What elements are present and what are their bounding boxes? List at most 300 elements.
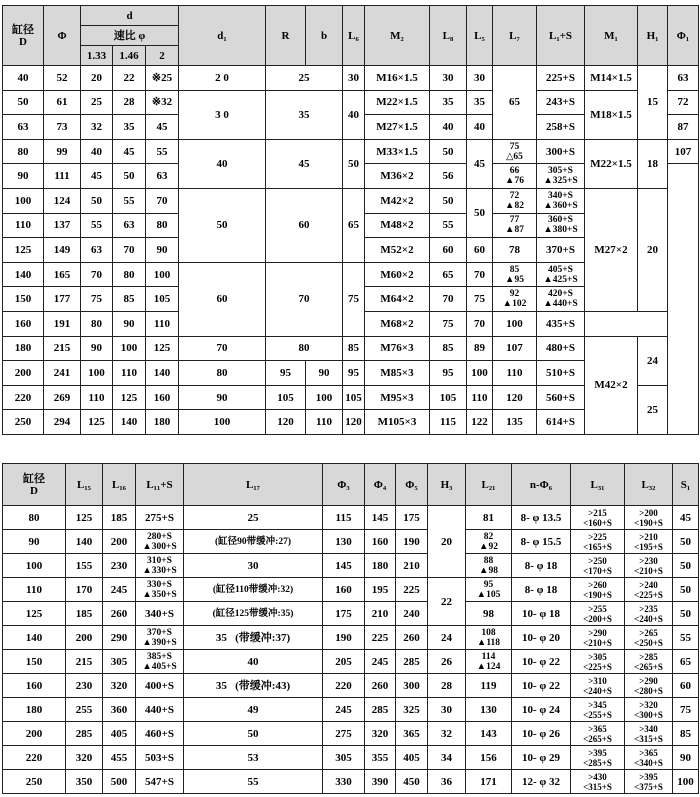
cell-l15: 155 — [66, 554, 103, 578]
cell-l21-main: 95 — [483, 579, 494, 590]
cell-l16: 230 — [103, 554, 136, 578]
cell-bore: 110 — [3, 578, 66, 602]
header-r: R — [266, 6, 306, 66]
cell-l8: 95 — [430, 361, 467, 386]
header-l6: L₆ — [343, 6, 365, 66]
cell-phi4: 390 — [365, 770, 396, 794]
cell-m2: M85×3 — [365, 361, 430, 386]
cell-s1: 50 — [673, 554, 699, 578]
cell-phi3: 190 — [323, 626, 365, 650]
cell-l11s: 460+S — [136, 722, 184, 746]
cell-l31 — [571, 602, 625, 626]
header-phi3: Φ₃ — [323, 464, 365, 506]
header-l5: L₅ — [467, 6, 493, 66]
cell-l31 — [571, 626, 625, 650]
cell-d2: 140 — [146, 361, 179, 386]
cell-l1s — [537, 188, 585, 213]
cell-l5: 100 — [467, 361, 493, 386]
cell-l32 — [625, 674, 673, 698]
cell-l32-min: >230 — [639, 555, 658, 566]
cell-rb: 70 — [266, 262, 343, 336]
header-l15: L₁₅ — [66, 464, 103, 506]
cell-m2: M48×2 — [365, 213, 430, 238]
cell-l17: 30 — [184, 554, 323, 578]
cell-d146: 140 — [113, 410, 146, 435]
cell-m2: M52×2 — [365, 238, 430, 263]
cell-d133: 63 — [81, 238, 113, 263]
header-n-phi6: n-Φ₆ — [512, 464, 571, 506]
table-row — [3, 139, 699, 164]
cell-d133: 75 — [81, 287, 113, 312]
cell-phi3: 115 — [323, 506, 365, 530]
cell-l5: 40 — [467, 115, 493, 140]
cell-l31-max: <240+S — [583, 685, 612, 696]
cell-l11s — [136, 578, 184, 602]
cell-d2: 55 — [146, 139, 179, 164]
cell-phi: 111 — [44, 164, 81, 189]
cell-d133: 40 — [81, 139, 113, 164]
cell-l7-alt: ▲95 — [505, 274, 524, 285]
cell-n-phi6: 8- φ 13.5 — [512, 506, 571, 530]
cell-l31-min: >290 — [588, 627, 607, 638]
header-b: b — [306, 6, 343, 66]
cell-bore: 63 — [3, 115, 44, 140]
cell-l8: 75 — [430, 311, 467, 336]
header-s1: S₁ — [673, 464, 699, 506]
cell-d146: 28 — [113, 90, 146, 115]
cell-l5: 70 — [467, 311, 493, 336]
cell-l1s-alt: ▲425+S — [543, 274, 578, 285]
header-d: d — [81, 6, 179, 26]
cell-l8: 35 — [430, 90, 467, 115]
cell-l31-max: <190+S — [583, 589, 612, 600]
cell-l6: 50 — [343, 139, 365, 188]
table-row — [3, 722, 699, 746]
cell-l7: 78 — [493, 238, 537, 263]
cell-l1s-alt: ▲440+S — [543, 299, 578, 310]
cell-phi3: 130 — [323, 530, 365, 554]
cell-m2: M64×2 — [365, 287, 430, 312]
cell-m1: M22×1.5 — [585, 139, 638, 188]
cell-m1: M27×2 — [585, 188, 638, 311]
cell-bore: 250 — [3, 410, 44, 435]
cell-h1: 24 — [638, 336, 668, 385]
cell-d133: 110 — [81, 385, 113, 410]
cell-l32-min: >290 — [639, 675, 658, 686]
cell-l31-max: <225+S — [583, 661, 612, 672]
cell-rb: 60 — [266, 188, 343, 262]
cell-bore: 100 — [3, 554, 66, 578]
cell-phi4: 225 — [365, 626, 396, 650]
cell-l15: 350 — [66, 770, 103, 794]
cell-l8: 50 — [430, 188, 467, 213]
cell-l17: (缸径110带缓冲:32) — [184, 578, 323, 602]
cell-h3: 22 — [428, 578, 466, 626]
header-l8: L₈ — [430, 6, 467, 66]
cell-bore: 90 — [3, 530, 66, 554]
cell-m1: M42×2 — [585, 336, 638, 434]
cell-r: 120 — [266, 410, 306, 435]
cell-l21-alt: ▲105 — [476, 589, 501, 600]
cell-phi3: 220 — [323, 674, 365, 698]
cell-l7-alt: ▲76 — [505, 176, 524, 187]
cell-l32-max: <190+S — [634, 517, 663, 528]
cell-phi: 52 — [44, 66, 81, 91]
header-l1s: L₁+S — [537, 6, 585, 66]
table-row — [3, 90, 699, 115]
cell-bore: 125 — [3, 238, 44, 263]
cell-l11s-alt: ▲300+S — [142, 541, 177, 552]
cell-h3: 32 — [428, 722, 466, 746]
cell-l21-alt: ▲124 — [476, 661, 501, 672]
cell-l1s: 225+S — [537, 66, 585, 91]
cell-d146: 45 — [113, 139, 146, 164]
cell-bore: 160 — [3, 674, 66, 698]
cell-s1: 55 — [673, 626, 699, 650]
cell-l11s: 275+S — [136, 506, 184, 530]
cell-s1: 50 — [673, 602, 699, 626]
cell-s1: 65 — [673, 650, 699, 674]
table-row — [3, 698, 699, 722]
cell-phi3: 330 — [323, 770, 365, 794]
cell-l15: 230 — [66, 674, 103, 698]
cell-l31-min: >430 — [588, 771, 607, 782]
cell-l16: 185 — [103, 506, 136, 530]
cell-l11s — [136, 626, 184, 650]
cell-l21-main: 108 — [481, 627, 496, 638]
cell-l32-max: <250+S — [634, 637, 663, 648]
cell-l1s: 243+S — [537, 90, 585, 115]
cell-bore: 220 — [3, 746, 66, 770]
cell-h3: 30 — [428, 698, 466, 722]
cell-l8: 70 — [430, 287, 467, 312]
cell-l15: 215 — [66, 650, 103, 674]
cell-l6: 85 — [343, 336, 365, 361]
cell-d146: 125 — [113, 385, 146, 410]
cell-l31-max: <160+S — [583, 517, 612, 528]
cell-l8: 30 — [430, 66, 467, 91]
cell-l32-max: <240+S — [634, 613, 663, 624]
cell-l16: 245 — [103, 578, 136, 602]
cell-phi: 165 — [44, 262, 81, 287]
cell-bore: 140 — [3, 626, 66, 650]
cell-l15: 170 — [66, 578, 103, 602]
cell-d133: 80 — [81, 311, 113, 336]
cell-phi3: 160 — [323, 578, 365, 602]
cell-d146: 55 — [113, 188, 146, 213]
cell-s1: 100 — [673, 770, 699, 794]
cell-l31-max: <285+S — [583, 757, 612, 768]
cell-l16: 290 — [103, 626, 136, 650]
cell-l1s: 300+S — [537, 139, 585, 164]
cell-l17: 53 — [184, 746, 323, 770]
header-l11s: L₁₁+S — [136, 464, 184, 506]
cell-bore: 150 — [3, 650, 66, 674]
cell-l1s-alt: ▲360+S — [543, 200, 578, 211]
cell-l11s: 400+S — [136, 674, 184, 698]
cell-phi3: 245 — [323, 698, 365, 722]
cell-phi4: 285 — [365, 698, 396, 722]
cell-l32-max: <195+S — [634, 541, 663, 552]
cell-l32-min: >265 — [639, 627, 658, 638]
cell-l5: 75 — [467, 287, 493, 312]
cell-l32 — [625, 650, 673, 674]
cell-d133: 45 — [81, 164, 113, 189]
cell-r: 95 — [266, 361, 306, 386]
cell-bore: 80 — [3, 139, 44, 164]
cell-l31-max: <255+S — [583, 709, 612, 720]
cell-l8: 40 — [430, 115, 467, 140]
cell-phi1: 87 — [668, 115, 699, 140]
cell-l1s: 370+S — [537, 238, 585, 263]
cell-phi: 99 — [44, 139, 81, 164]
cell-phi4: 355 — [365, 746, 396, 770]
cell-l5: 45 — [467, 139, 493, 188]
cell-l15: 125 — [66, 506, 103, 530]
cell-bore: 40 — [3, 66, 44, 91]
cell-d133: 20 — [81, 66, 113, 91]
cell-d1: 100 — [179, 410, 266, 435]
cell-l16: 500 — [103, 770, 136, 794]
cell-phi: 294 — [44, 410, 81, 435]
header-ratio-133: 1.33 — [81, 46, 113, 66]
cell-phi4: 210 — [365, 602, 396, 626]
cell-l7 — [493, 139, 537, 164]
cell-l31-min: >215 — [588, 507, 607, 518]
table-row — [3, 336, 699, 361]
cell-l16: 360 — [103, 698, 136, 722]
cell-n-phi6: 10- φ 22 — [512, 674, 571, 698]
cell-l21-alt: ▲118 — [476, 637, 501, 648]
cell-l1s: 258+S — [537, 115, 585, 140]
cell-l5: 60 — [467, 238, 493, 263]
cell-d146: 35 — [113, 115, 146, 140]
cell-phi5: 405 — [396, 746, 428, 770]
cell-d2: 70 — [146, 188, 179, 213]
cell-d146: 63 — [113, 213, 146, 238]
cell-bore: 140 — [3, 262, 44, 287]
cell-l31-min: >310 — [588, 675, 607, 686]
cell-l32-max: <340+S — [634, 757, 663, 768]
cell-d2: 105 — [146, 287, 179, 312]
cell-d1: 3 0 — [179, 90, 266, 139]
cell-d146: 50 — [113, 164, 146, 189]
cell-l21: 143 — [466, 722, 512, 746]
cell-l1s-alt: ▲380+S — [543, 225, 578, 236]
dimension-table-2 — [2, 463, 699, 794]
cell-n-phi6: 10- φ 18 — [512, 602, 571, 626]
cell-l7 — [493, 262, 537, 287]
cell-l6: 40 — [343, 90, 365, 139]
cell-l8: 55 — [430, 213, 467, 238]
header-phi4: Φ₄ — [365, 464, 396, 506]
cell-l7-main: 75 — [509, 141, 520, 152]
cell-phi1: 72 — [668, 90, 699, 115]
cell-l1s-main: 420+S — [548, 289, 573, 300]
cell-l15: 200 — [66, 626, 103, 650]
cell-d2: 90 — [146, 238, 179, 263]
cell-l32 — [625, 506, 673, 530]
cell-l7: 120 — [493, 385, 537, 410]
cell-l1s: 560+S — [537, 385, 585, 410]
cell-n-phi6: 8- φ 15.5 — [512, 530, 571, 554]
cell-l7-alt: ▲102 — [502, 299, 527, 310]
cell-l21 — [466, 626, 512, 650]
cell-m1: M18×1.5 — [585, 90, 638, 139]
cell-s1: 50 — [673, 578, 699, 602]
cell-l8: 105 — [430, 385, 467, 410]
cell-m2: M36×2 — [365, 164, 430, 189]
cell-l11s — [136, 650, 184, 674]
cell-l31-max: <200+S — [583, 613, 612, 624]
cell-l1s: 480+S — [537, 336, 585, 361]
cell-phi1-empty — [668, 164, 699, 435]
cell-l31 — [571, 770, 625, 794]
cell-l1s — [537, 213, 585, 238]
cell-l21 — [466, 650, 512, 674]
cell-phi4: 160 — [365, 530, 396, 554]
cell-l16: 305 — [103, 650, 136, 674]
cell-l21-alt: ▲92 — [479, 541, 498, 552]
cell-d2: 63 — [146, 164, 179, 189]
cell-l21: 98 — [466, 602, 512, 626]
header-speed-ratio: 速比 φ — [81, 26, 179, 46]
cell-h3: 28 — [428, 674, 466, 698]
cell-rb: 25 — [266, 66, 343, 91]
cell-l32-min: >210 — [639, 531, 658, 542]
cell-l6: 30 — [343, 66, 365, 91]
cell-phi: 177 — [44, 287, 81, 312]
cell-l31-min: >395 — [588, 747, 607, 758]
cell-phi: 149 — [44, 238, 81, 263]
cell-l1s: 435+S — [537, 311, 585, 336]
cell-d133: 70 — [81, 262, 113, 287]
cell-l32-min: >235 — [639, 603, 658, 614]
cell-l32-min: >200 — [639, 507, 658, 518]
cell-l11s-alt: ▲350+S — [142, 589, 177, 600]
cell-l31-min: >225 — [588, 531, 607, 542]
header-phi: Φ — [44, 6, 81, 66]
cell-phi5: 260 — [396, 626, 428, 650]
cell-l7: 107 — [493, 336, 537, 361]
cell-rb: 80 — [266, 336, 343, 361]
cell-m2: M16×1.5 — [365, 66, 430, 91]
cell-phi1: 107 — [668, 139, 699, 164]
cell-l7-main: 72 — [509, 190, 520, 201]
cell-phi4: 245 — [365, 650, 396, 674]
cell-phi4: 145 — [365, 506, 396, 530]
cell-l7 — [493, 164, 537, 189]
cell-d2: ※25 — [146, 66, 179, 91]
cell-l1s: 614+S — [537, 410, 585, 435]
cell-l15: 140 — [66, 530, 103, 554]
cell-l21: 81 — [466, 506, 512, 530]
header-l7: L₇ — [493, 6, 537, 66]
table-row — [3, 530, 699, 554]
cell-phi4: 320 — [365, 722, 396, 746]
cell-l1s — [537, 164, 585, 189]
cell-l7-main: 85 — [509, 264, 520, 275]
cell-d1: 50 — [179, 188, 266, 262]
cell-l5: 50 — [467, 188, 493, 237]
cell-l31 — [571, 530, 625, 554]
cell-l8: 56 — [430, 164, 467, 189]
cell-d133: 55 — [81, 213, 113, 238]
header-l31: L₃₁ — [571, 464, 625, 506]
cell-d133: 32 — [81, 115, 113, 140]
cell-l11s: 340+S — [136, 602, 184, 626]
cell-l17: 40 — [184, 650, 323, 674]
cell-d2: 125 — [146, 336, 179, 361]
cell-phi4: 195 — [365, 578, 396, 602]
cell-l32-max: <375+S — [634, 781, 663, 792]
cell-l16: 200 — [103, 530, 136, 554]
cell-d2: 100 — [146, 262, 179, 287]
cell-l1s: 510+S — [537, 361, 585, 386]
cell-l17-note: (带缓冲:43) — [235, 679, 291, 692]
cell-l1s — [537, 262, 585, 287]
cell-d1: 80 — [179, 361, 266, 386]
cell-m2: M68×2 — [365, 311, 430, 336]
cell-phi: 61 — [44, 90, 81, 115]
cell-l15: 285 — [66, 722, 103, 746]
cell-d146: 80 — [113, 262, 146, 287]
cell-s1: 85 — [673, 722, 699, 746]
header-h1: H₁ — [638, 6, 668, 66]
cell-bore: 250 — [3, 770, 66, 794]
cell-l5: 35 — [467, 90, 493, 115]
cell-phi5: 210 — [396, 554, 428, 578]
header-bore — [3, 464, 66, 506]
cell-l11s-main: 330+S — [147, 579, 172, 590]
cell-l7: 110 — [493, 361, 537, 386]
cell-d133: 125 — [81, 410, 113, 435]
cell-m2: M42×2 — [365, 188, 430, 213]
cell-phi3: 275 — [323, 722, 365, 746]
cell-l1s — [537, 287, 585, 312]
cell-l32-min: >285 — [639, 651, 658, 662]
cell-l32 — [625, 602, 673, 626]
header-l21: L₂₁ — [466, 464, 512, 506]
cell-l32 — [625, 626, 673, 650]
cell-n-phi6: 10- φ 29 — [512, 746, 571, 770]
cell-d133: 90 — [81, 336, 113, 361]
cell-phi: 241 — [44, 361, 81, 386]
cell-l21-alt: ▲98 — [479, 565, 498, 576]
cell-l6: 95 — [343, 361, 365, 386]
cell-phi3: 145 — [323, 554, 365, 578]
cell-l17: 49 — [184, 698, 323, 722]
cell-l11s-alt: ▲390+S — [142, 637, 177, 648]
cell-n-phi6: 10- φ 24 — [512, 698, 571, 722]
cell-l6: 75 — [343, 262, 365, 336]
cell-l17-value: 35 — [215, 679, 227, 692]
cell-phi5: 175 — [396, 506, 428, 530]
cell-m2: M22×1.5 — [365, 90, 430, 115]
table-row — [3, 602, 699, 626]
cell-phi5: 190 — [396, 530, 428, 554]
cell-bore: 110 — [3, 213, 44, 238]
cell-l32-min: >240 — [639, 579, 658, 590]
table-row — [3, 626, 699, 650]
cell-phi5: 285 — [396, 650, 428, 674]
cell-l11s: 440+S — [136, 698, 184, 722]
cell-d146: 100 — [113, 336, 146, 361]
cell-m2: M33×1.5 — [365, 139, 430, 164]
cell-l17 — [184, 626, 323, 650]
cell-rb: 35 — [266, 90, 343, 139]
cell-l17-value: 35 — [215, 631, 227, 644]
